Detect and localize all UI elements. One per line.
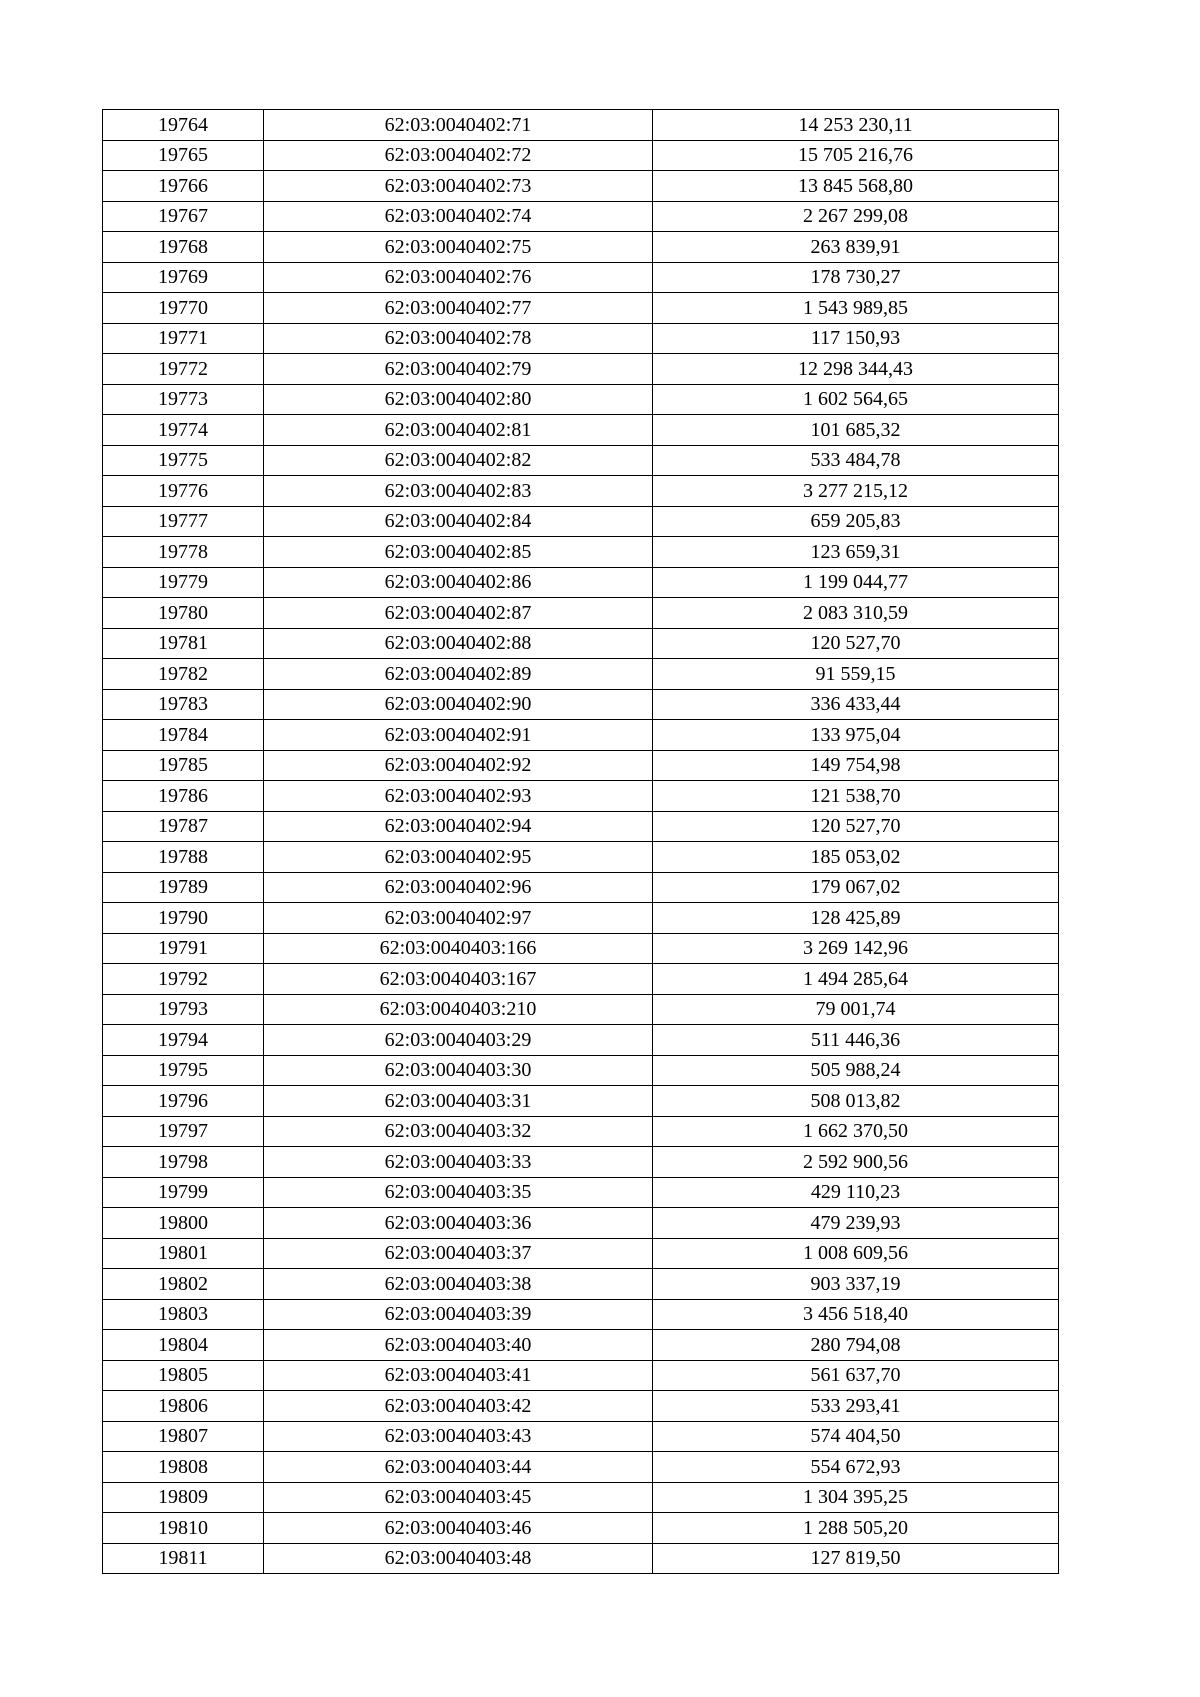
row-number-cell: 19800 xyxy=(103,1208,264,1239)
row-number-cell: 19774 xyxy=(103,415,264,446)
table-row xyxy=(103,1299,1059,1330)
table-row xyxy=(103,720,1059,751)
cadastral-number-cell: 62:03:0040402:87 xyxy=(264,598,653,629)
row-number-cell: 19798 xyxy=(103,1147,264,1178)
cadastral-number-cell: 62:03:0040402:73 xyxy=(264,171,653,202)
table-row xyxy=(103,811,1059,842)
row-number-cell: 19777 xyxy=(103,506,264,537)
value-cell: 533 293,41 xyxy=(653,1391,1059,1422)
row-number-cell: 19784 xyxy=(103,720,264,751)
table-row xyxy=(103,1482,1059,1513)
value-cell: 3 269 142,96 xyxy=(653,933,1059,964)
cadastral-number-cell: 62:03:0040402:84 xyxy=(264,506,653,537)
table-row xyxy=(103,933,1059,964)
cadastral-number-cell: 62:03:0040403:31 xyxy=(264,1086,653,1117)
table-row xyxy=(103,506,1059,537)
row-number-cell: 19765 xyxy=(103,140,264,171)
table-row xyxy=(103,293,1059,324)
row-number-cell: 19781 xyxy=(103,628,264,659)
row-number-cell: 19768 xyxy=(103,232,264,263)
row-number-cell: 19766 xyxy=(103,171,264,202)
value-cell: 121 538,70 xyxy=(653,781,1059,812)
value-cell: 1 494 285,64 xyxy=(653,964,1059,995)
cadastral-number-cell: 62:03:0040403:210 xyxy=(264,994,653,1025)
cadastral-number-cell: 62:03:0040402:83 xyxy=(264,476,653,507)
table-row xyxy=(103,781,1059,812)
row-number-cell: 19770 xyxy=(103,293,264,324)
cadastral-number-cell: 62:03:0040402:79 xyxy=(264,354,653,385)
table-row xyxy=(103,1391,1059,1422)
table-row xyxy=(103,567,1059,598)
row-number-cell: 19811 xyxy=(103,1543,264,1574)
row-number-cell: 19791 xyxy=(103,933,264,964)
value-cell: 13 845 568,80 xyxy=(653,171,1059,202)
value-cell: 508 013,82 xyxy=(653,1086,1059,1117)
value-cell: 179 067,02 xyxy=(653,872,1059,903)
row-number-cell: 19792 xyxy=(103,964,264,995)
cadastral-number-cell: 62:03:0040402:71 xyxy=(264,110,653,141)
value-cell: 903 337,19 xyxy=(653,1269,1059,1300)
row-number-cell: 19809 xyxy=(103,1482,264,1513)
cadastral-number-cell: 62:03:0040403:37 xyxy=(264,1238,653,1269)
table-row xyxy=(103,659,1059,690)
cadastral-number-cell: 62:03:0040402:75 xyxy=(264,232,653,263)
value-cell: 91 559,15 xyxy=(653,659,1059,690)
value-cell: 280 794,08 xyxy=(653,1330,1059,1361)
table-row xyxy=(103,1269,1059,1300)
row-number-cell: 19805 xyxy=(103,1360,264,1391)
cadastral-number-cell: 62:03:0040403:42 xyxy=(264,1391,653,1422)
cadastral-number-cell: 62:03:0040402:95 xyxy=(264,842,653,873)
cadastral-number-cell: 62:03:0040403:35 xyxy=(264,1177,653,1208)
row-number-cell: 19793 xyxy=(103,994,264,1025)
table-row xyxy=(103,1330,1059,1361)
value-cell: 185 053,02 xyxy=(653,842,1059,873)
table-row xyxy=(103,1177,1059,1208)
table-row xyxy=(103,1116,1059,1147)
table-row xyxy=(103,1360,1059,1391)
cadastral-number-cell: 62:03:0040402:96 xyxy=(264,872,653,903)
value-cell: 659 205,83 xyxy=(653,506,1059,537)
value-cell: 1 199 044,77 xyxy=(653,567,1059,598)
table-row xyxy=(103,323,1059,354)
row-number-cell: 19795 xyxy=(103,1055,264,1086)
value-cell: 79 001,74 xyxy=(653,994,1059,1025)
row-number-cell: 19801 xyxy=(103,1238,264,1269)
row-number-cell: 19771 xyxy=(103,323,264,354)
value-cell: 1 304 395,25 xyxy=(653,1482,1059,1513)
cadastral-number-cell: 62:03:0040403:40 xyxy=(264,1330,653,1361)
table-row xyxy=(103,1086,1059,1117)
row-number-cell: 19789 xyxy=(103,872,264,903)
table-row xyxy=(103,628,1059,659)
table-body xyxy=(103,110,1059,1574)
cadastral-number-cell: 62:03:0040402:93 xyxy=(264,781,653,812)
value-cell: 533 484,78 xyxy=(653,445,1059,476)
cadastral-number-cell: 62:03:0040402:89 xyxy=(264,659,653,690)
cadastral-number-cell: 62:03:0040402:78 xyxy=(264,323,653,354)
row-number-cell: 19796 xyxy=(103,1086,264,1117)
cadastral-number-cell: 62:03:0040403:46 xyxy=(264,1513,653,1544)
cadastral-number-cell: 62:03:0040402:76 xyxy=(264,262,653,293)
table-row xyxy=(103,872,1059,903)
table-row xyxy=(103,964,1059,995)
cadastral-number-cell: 62:03:0040403:166 xyxy=(264,933,653,964)
row-number-cell: 19788 xyxy=(103,842,264,873)
row-number-cell: 19804 xyxy=(103,1330,264,1361)
value-cell: 1 288 505,20 xyxy=(653,1513,1059,1544)
value-cell: 127 819,50 xyxy=(653,1543,1059,1574)
row-number-cell: 19773 xyxy=(103,384,264,415)
value-cell: 2 083 310,59 xyxy=(653,598,1059,629)
value-cell: 15 705 216,76 xyxy=(653,140,1059,171)
row-number-cell: 19802 xyxy=(103,1269,264,1300)
value-cell: 479 239,93 xyxy=(653,1208,1059,1239)
table-row xyxy=(103,262,1059,293)
cadastral-number-cell: 62:03:0040402:92 xyxy=(264,750,653,781)
cadastral-number-cell: 62:03:0040403:48 xyxy=(264,1543,653,1574)
cadastral-number-cell: 62:03:0040402:77 xyxy=(264,293,653,324)
table-row xyxy=(103,750,1059,781)
table-row xyxy=(103,415,1059,446)
table-row xyxy=(103,1208,1059,1239)
row-number-cell: 19778 xyxy=(103,537,264,568)
value-cell: 133 975,04 xyxy=(653,720,1059,751)
cadastral-number-cell: 62:03:0040403:39 xyxy=(264,1299,653,1330)
row-number-cell: 19794 xyxy=(103,1025,264,1056)
value-cell: 120 527,70 xyxy=(653,628,1059,659)
value-cell: 120 527,70 xyxy=(653,811,1059,842)
cadastral-number-cell: 62:03:0040403:41 xyxy=(264,1360,653,1391)
table-row xyxy=(103,1513,1059,1544)
row-number-cell: 19799 xyxy=(103,1177,264,1208)
row-number-cell: 19810 xyxy=(103,1513,264,1544)
row-number-cell: 19806 xyxy=(103,1391,264,1422)
table-row xyxy=(103,171,1059,202)
value-cell: 128 425,89 xyxy=(653,903,1059,934)
table-row xyxy=(103,689,1059,720)
value-cell: 1 008 609,56 xyxy=(653,1238,1059,1269)
row-number-cell: 19769 xyxy=(103,262,264,293)
value-cell: 1 602 564,65 xyxy=(653,384,1059,415)
cadastral-number-cell: 62:03:0040402:85 xyxy=(264,537,653,568)
cadastral-number-cell: 62:03:0040403:43 xyxy=(264,1421,653,1452)
value-cell: 574 404,50 xyxy=(653,1421,1059,1452)
value-cell: 149 754,98 xyxy=(653,750,1059,781)
row-number-cell: 19779 xyxy=(103,567,264,598)
value-cell: 263 839,91 xyxy=(653,232,1059,263)
table-row xyxy=(103,232,1059,263)
cadastral-number-cell: 62:03:0040402:80 xyxy=(264,384,653,415)
value-cell: 3 456 518,40 xyxy=(653,1299,1059,1330)
cadastral-number-cell: 62:03:0040403:32 xyxy=(264,1116,653,1147)
row-number-cell: 19772 xyxy=(103,354,264,385)
cadastral-number-cell: 62:03:0040403:44 xyxy=(264,1452,653,1483)
table-row xyxy=(103,1452,1059,1483)
cadastral-number-cell: 62:03:0040403:30 xyxy=(264,1055,653,1086)
row-number-cell: 19776 xyxy=(103,476,264,507)
table-row xyxy=(103,201,1059,232)
value-cell: 429 110,23 xyxy=(653,1177,1059,1208)
table-row xyxy=(103,1238,1059,1269)
row-number-cell: 19807 xyxy=(103,1421,264,1452)
table-row xyxy=(103,1025,1059,1056)
cadastral-number-cell: 62:03:0040402:86 xyxy=(264,567,653,598)
cadastral-number-cell: 62:03:0040403:33 xyxy=(264,1147,653,1178)
table-row xyxy=(103,1421,1059,1452)
table-row xyxy=(103,476,1059,507)
cadastral-number-cell: 62:03:0040402:91 xyxy=(264,720,653,751)
cadastral-number-cell: 62:03:0040402:81 xyxy=(264,415,653,446)
row-number-cell: 19787 xyxy=(103,811,264,842)
value-cell: 2 592 900,56 xyxy=(653,1147,1059,1178)
row-number-cell: 19803 xyxy=(103,1299,264,1330)
cadastral-number-cell: 62:03:0040402:94 xyxy=(264,811,653,842)
cadastral-number-cell: 62:03:0040402:72 xyxy=(264,140,653,171)
cadastral-number-cell: 62:03:0040403:45 xyxy=(264,1482,653,1513)
row-number-cell: 19783 xyxy=(103,689,264,720)
cadastral-number-cell: 62:03:0040403:29 xyxy=(264,1025,653,1056)
table-row xyxy=(103,537,1059,568)
value-cell: 2 267 299,08 xyxy=(653,201,1059,232)
value-cell: 123 659,31 xyxy=(653,537,1059,568)
table-row xyxy=(103,354,1059,385)
table-row xyxy=(103,842,1059,873)
value-cell: 511 446,36 xyxy=(653,1025,1059,1056)
row-number-cell: 19808 xyxy=(103,1452,264,1483)
row-number-cell: 19767 xyxy=(103,201,264,232)
cadastral-number-cell: 62:03:0040402:90 xyxy=(264,689,653,720)
cadastral-number-cell: 62:03:0040402:88 xyxy=(264,628,653,659)
row-number-cell: 19797 xyxy=(103,1116,264,1147)
value-cell: 336 433,44 xyxy=(653,689,1059,720)
row-number-cell: 19764 xyxy=(103,110,264,141)
value-cell: 554 672,93 xyxy=(653,1452,1059,1483)
table-row xyxy=(103,1543,1059,1574)
cadastral-value-table xyxy=(102,109,1059,1574)
table-row xyxy=(103,384,1059,415)
table-row xyxy=(103,994,1059,1025)
cadastral-number-cell: 62:03:0040403:38 xyxy=(264,1269,653,1300)
row-number-cell: 19780 xyxy=(103,598,264,629)
value-cell: 178 730,27 xyxy=(653,262,1059,293)
value-cell: 101 685,32 xyxy=(653,415,1059,446)
table-row xyxy=(103,445,1059,476)
value-cell: 1 662 370,50 xyxy=(653,1116,1059,1147)
value-cell: 14 253 230,11 xyxy=(653,110,1059,141)
cadastral-number-cell: 62:03:0040403:167 xyxy=(264,964,653,995)
value-cell: 12 298 344,43 xyxy=(653,354,1059,385)
row-number-cell: 19785 xyxy=(103,750,264,781)
cadastral-number-cell: 62:03:0040403:36 xyxy=(264,1208,653,1239)
value-cell: 117 150,93 xyxy=(653,323,1059,354)
value-cell: 505 988,24 xyxy=(653,1055,1059,1086)
table-row xyxy=(103,903,1059,934)
value-cell: 561 637,70 xyxy=(653,1360,1059,1391)
cadastral-number-cell: 62:03:0040402:82 xyxy=(264,445,653,476)
table-row xyxy=(103,110,1059,141)
table-row xyxy=(103,1055,1059,1086)
row-number-cell: 19782 xyxy=(103,659,264,690)
table-row xyxy=(103,1147,1059,1178)
value-cell: 1 543 989,85 xyxy=(653,293,1059,324)
row-number-cell: 19790 xyxy=(103,903,264,934)
cadastral-number-cell: 62:03:0040402:74 xyxy=(264,201,653,232)
table-row xyxy=(103,598,1059,629)
cadastral-number-cell: 62:03:0040402:97 xyxy=(264,903,653,934)
row-number-cell: 19786 xyxy=(103,781,264,812)
row-number-cell: 19775 xyxy=(103,445,264,476)
value-cell: 3 277 215,12 xyxy=(653,476,1059,507)
table-row xyxy=(103,140,1059,171)
